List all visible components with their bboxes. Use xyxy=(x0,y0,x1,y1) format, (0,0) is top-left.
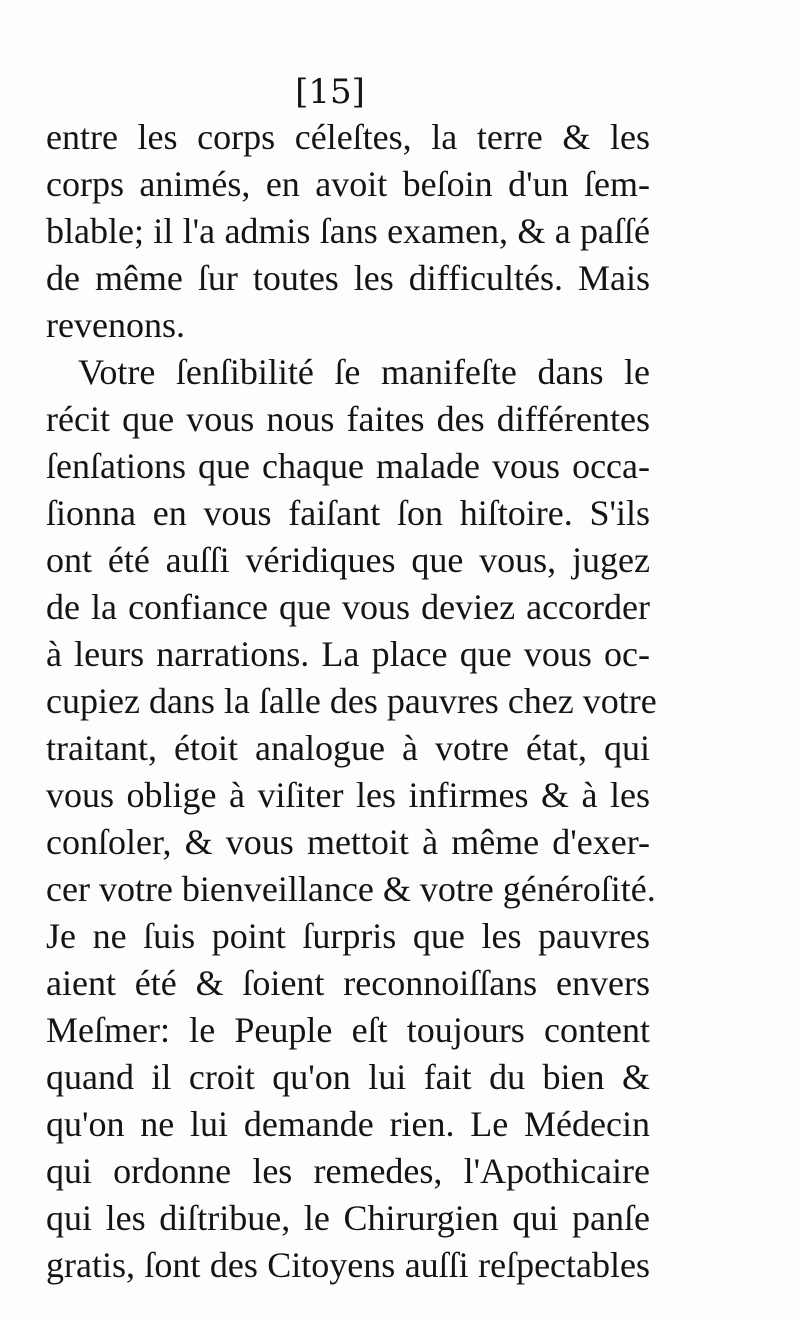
text-line: quand il croit qu'on lui fait du bien & xyxy=(46,1057,650,1097)
page-number: [15] xyxy=(295,72,365,112)
text-line: qu'on ne lui demande rien. Le Médecin xyxy=(46,1104,650,1144)
text-line: Meſmer: le Peuple eſt toujours content xyxy=(46,1010,650,1050)
text-line: vous oblige à viſiter les infirmes & à les xyxy=(46,775,650,815)
text-line: entre les corps céleſtes, la terre & les xyxy=(46,117,650,157)
text-line: Je ne ſuis point ſurpris que les pauvres xyxy=(46,916,650,956)
text-line: ont été auſſi véridiques que vous, jugez xyxy=(46,540,650,580)
text-line: ſenſations que chaque malade vous occa- xyxy=(46,446,650,486)
text-line: qui les diſtribue, le Chirurgien qui panſe xyxy=(46,1198,650,1238)
text-line: récit que vous nous faites des différentes xyxy=(46,399,650,439)
text-line: corps animés, en avoit beſoin d'un ſem- xyxy=(46,164,650,204)
text-line: gratis, ſont des Citoyens auſſi reſpectables xyxy=(46,1245,650,1285)
body-text xyxy=(46,114,657,1289)
text-line: Votre ſenſibilité ſe manifeſte dans le xyxy=(78,352,650,392)
text-line: conſoler, & vous mettoit à même d'exer- xyxy=(46,822,650,862)
text-line: de même ſur toutes les difficultés. Mais xyxy=(46,258,650,298)
text-line: qui ordonne les remedes, l'Apothicaire xyxy=(46,1151,650,1191)
text-line: cupiez dans la ſalle des pauvres chez votre xyxy=(46,681,657,721)
text-line: aient été & ſoient reconnoiſſans envers xyxy=(46,963,650,1003)
text-line: traitant, étoit analogue à votre état, qui xyxy=(46,728,650,768)
text-line: cer votre bienveillance & votre généroſité. xyxy=(46,869,656,909)
text-line: revenons. xyxy=(46,305,185,345)
text-line: de la confiance que vous deviez accorder xyxy=(46,587,650,627)
text-line: ſionna en vous faiſant ſon hiſtoire. S'ils xyxy=(46,493,650,533)
text-line: blable; il l'a admis ſans examen, & a paſſé xyxy=(46,211,650,251)
text-line: à leurs narrations. La place que vous oc- xyxy=(46,634,650,674)
